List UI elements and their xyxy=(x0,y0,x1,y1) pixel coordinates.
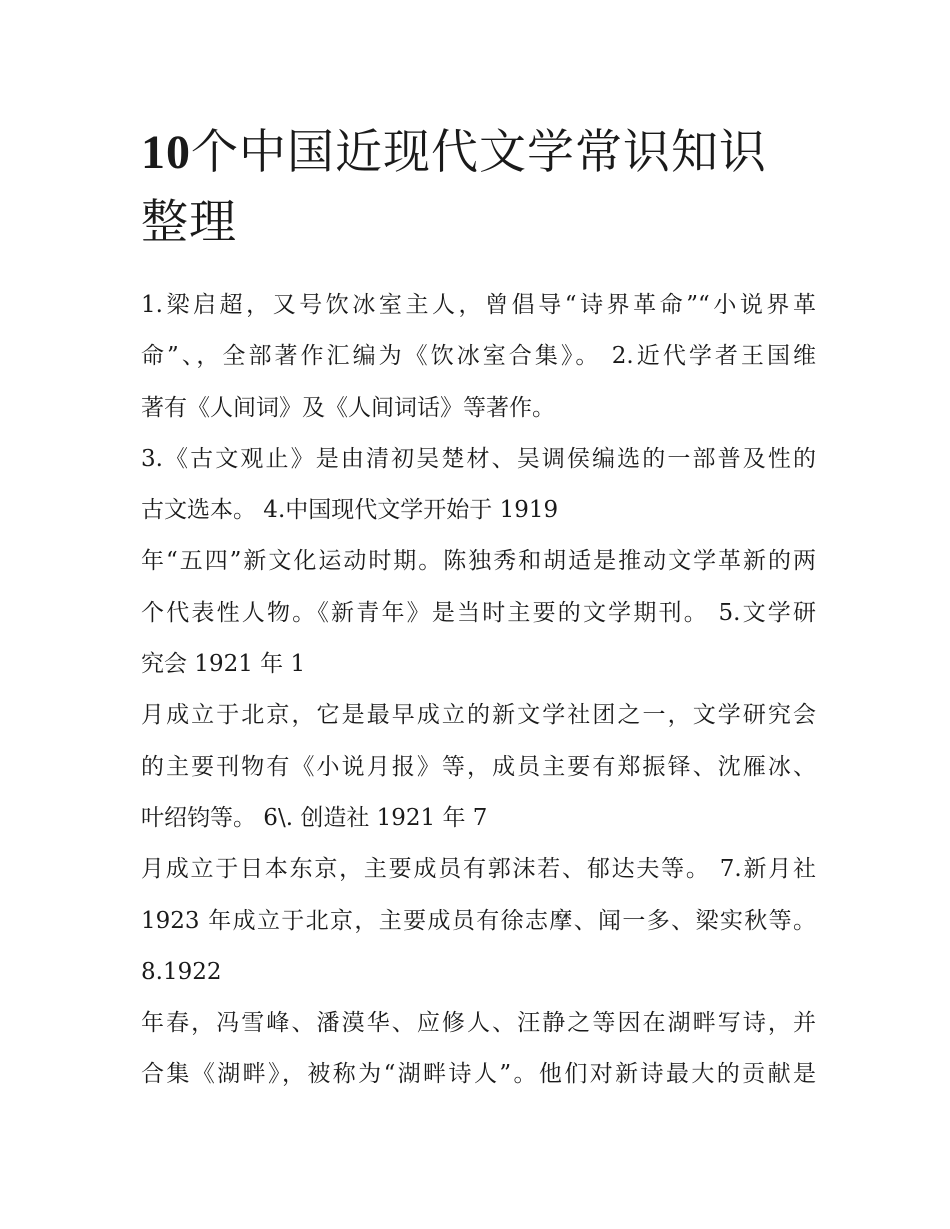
text-line: 月成立于日本东京，主要成员有郭沫若、郁达夫等。 7.新月社 xyxy=(141,856,816,883)
text-line: 月成立于北京，它是最早成立的新文学社团之一，文学研究会 xyxy=(141,702,816,729)
text-line: 1923 年成立于北京，主要成员有徐志摩、闻一多、梁实秋等。 xyxy=(141,907,816,934)
text-line: 1.梁启超，又号饮冰室主人，曾倡导“诗界革命”“小说界革 xyxy=(141,292,816,318)
text-line: 3.《古文观止》是由清初吴楚材、吴调侯编选的一部普及性的 xyxy=(141,445,816,472)
title-number: 10 xyxy=(141,126,191,179)
text-line: 的主要刊物有《小说月报》等，成员主要有郑振铎、沈雁冰、 xyxy=(141,753,816,780)
text-line: 叶绍钧等。 6\. 创造社 1921 年 7 xyxy=(141,804,488,831)
title-line-1: 个中国近现代文学常识知识 xyxy=(191,125,767,180)
text-line: 年春，冯雪峰、潘漠华、应修人、汪静之等因在湖畔写诗，并 xyxy=(141,1010,816,1037)
body-paragraph xyxy=(141,280,816,1101)
text-line: 8.1922 xyxy=(141,958,222,985)
text-line: 年“五四”新文化运动时期。陈独秀和胡适是推动文学革新的两 xyxy=(141,548,816,575)
text-line: 著有《人间词》及《人间词话》等著作。 xyxy=(141,394,555,421)
text-line: 究会 1921 年 1 xyxy=(141,651,306,678)
document-page xyxy=(141,118,816,1101)
text-line: 命”、，全部著作汇编为《饮冰室合集》。 2.近代学者王国维 xyxy=(141,343,816,370)
title-line-2: 整理 xyxy=(141,195,237,250)
text-line: 合集《湖畔》，被称为“湖畔诗人”。他们对新诗最大的贡献是 xyxy=(141,1061,816,1088)
document-title xyxy=(141,118,816,258)
text-line: 古文选本。 4.中国现代文学开始于 1919 xyxy=(141,497,559,524)
text-line: 个代表性人物。《新青年》是当时主要的文学期刊。 5.文学研 xyxy=(141,599,816,626)
